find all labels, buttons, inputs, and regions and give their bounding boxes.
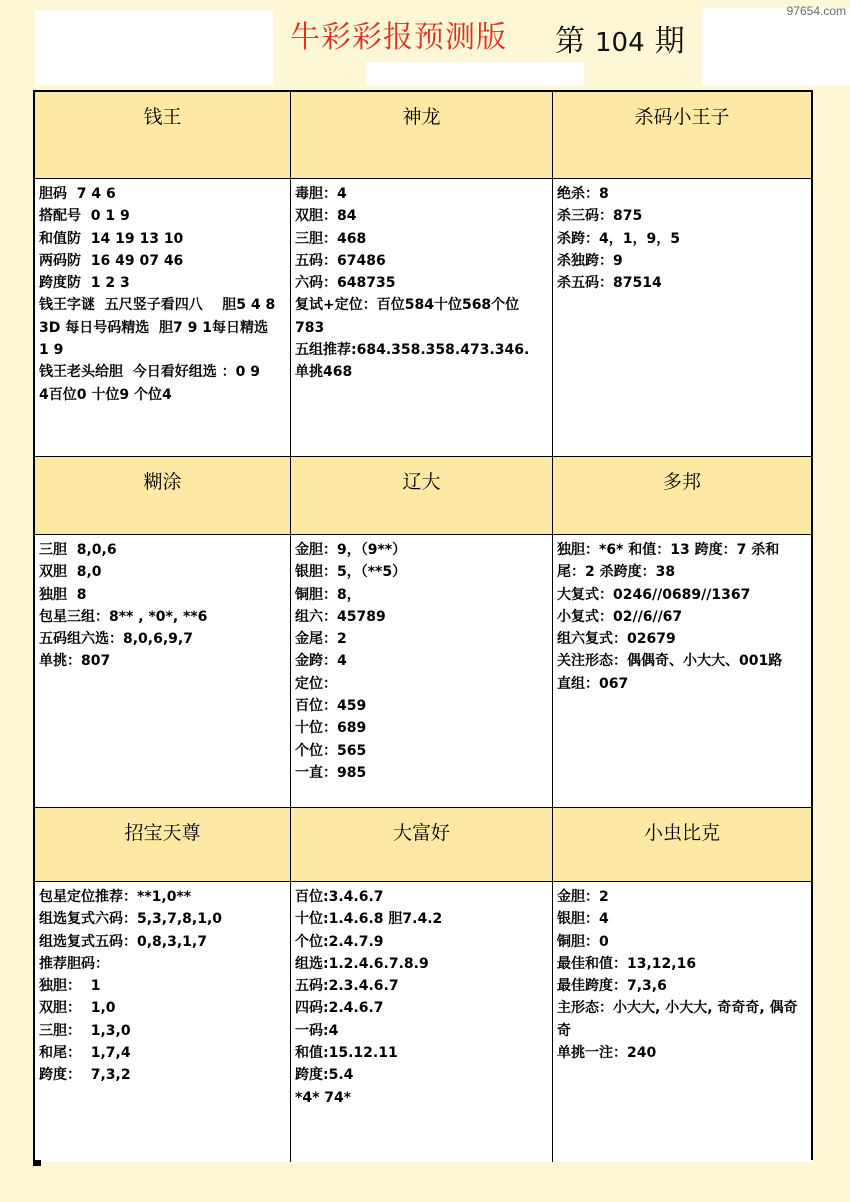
section-header-dafuhao: [291, 808, 553, 882]
content-line: 一码:4: [295, 1022, 339, 1039]
section-header-shama: [553, 92, 811, 179]
content-line: 五码:2.3.4.6.7: [295, 978, 399, 995]
content-line: 组选:1.2.4.6.7.8.9: [295, 955, 429, 972]
issue-number: 104: [595, 28, 645, 58]
content-line: 个位:2.4.7.9: [295, 933, 384, 950]
section-header-xiaochong: [553, 808, 811, 882]
content-line: 1 9: [39, 342, 64, 359]
content-line: 和值防 14 19 13 10: [39, 230, 184, 247]
content-line: 钱王老头给胆 今日看好组选 ：0 9: [39, 364, 260, 381]
content-line: 钱王字谜 五尺竖子看四八 胆5 4 8: [39, 297, 276, 314]
content-line: 独胆：*6* 和值：13 跨度：7 杀和: [557, 542, 780, 558]
content-line: 单挑一注：240: [557, 1045, 657, 1062]
content-line: 十位：689: [295, 720, 367, 737]
content-line: 银胆：5，（**5）: [295, 564, 407, 581]
prediction-grid: [33, 90, 813, 1160]
page-title: 牛彩彩报预测版: [290, 20, 507, 55]
content-line: 和值:15.12.11: [295, 1045, 398, 1062]
content-line: 金尾：2: [295, 631, 347, 648]
section-body-shama: [553, 179, 811, 457]
content-line: 包星定位推荐：**1,0**: [39, 889, 192, 905]
content-line: 尾：2 杀跨度：38: [557, 564, 676, 581]
site-watermark: 97654.com: [786, 4, 846, 18]
section-header-zhaobao: [35, 808, 291, 882]
section-title: 小虫比克: [643, 822, 720, 844]
section-body-shenlong: [291, 179, 553, 457]
content-line: 杀跨：4，1，9，5: [557, 230, 680, 247]
header-center-strip: [366, 62, 584, 86]
content-line: 3D 每日号码精选 胆7 9 1每日精选: [39, 319, 268, 336]
section-body-dafuhao: [291, 882, 553, 1162]
content-line: 单挑468: [295, 364, 353, 381]
content-line: 直组：067: [557, 675, 629, 692]
content-line: 铜胆：8，: [295, 586, 361, 603]
content-line: 绝杀：8: [557, 186, 609, 202]
content-line: 推荐胆码：: [39, 955, 109, 972]
content-line: 独胆： 1: [39, 978, 101, 995]
header-left-panel: [35, 10, 273, 85]
content-line: 主形态：小大大, 小大大, 奇奇奇, 偶奇: [557, 1000, 798, 1017]
content-line: 组选复式六码：5,3,7,8,1,0: [39, 911, 223, 928]
content-line: 五码组六选：8,0,6,9,7: [39, 631, 193, 648]
issue-label: [555, 16, 685, 60]
content-line: 杀五码：87514: [557, 275, 662, 292]
content-line: 跨度:5.4: [295, 1067, 354, 1084]
content-line: 组六：45789: [295, 608, 386, 625]
section-body-qianwang: [35, 179, 291, 457]
section-body-zhaobao: [35, 882, 291, 1162]
content-line: 杀三码：875: [557, 208, 643, 225]
content-line: 毒胆：4: [295, 186, 347, 202]
grid-corner-mark: [33, 1160, 41, 1166]
section-body-liaoda: [291, 535, 553, 808]
section-body-duobang: [553, 535, 811, 808]
content-line: 定位：: [295, 675, 337, 692]
section-body-hutu: [35, 535, 291, 808]
section-header-hutu: [35, 457, 291, 535]
content-line: 三胆： 1,3,0: [39, 1022, 131, 1039]
content-line: 复试+定位：百位584十位568个位: [295, 297, 520, 314]
content-line: 双胆 8,0: [39, 564, 102, 581]
content-line: 双胆： 1,0: [39, 1000, 116, 1017]
section-title: 多邦: [662, 471, 701, 493]
content-line: 铜胆：0: [557, 933, 609, 950]
content-line: 个位：565: [295, 742, 367, 759]
content-line: 大复式：0246//0689//1367: [557, 586, 751, 603]
content-line: 五组推荐:684.358.358.473.346.: [295, 342, 530, 359]
header-right-panel: [702, 8, 850, 86]
content-line: 银胆：4: [557, 911, 609, 928]
content-line: 单挑：807: [39, 653, 111, 670]
content-line: 十位:1.4.6.8 胆7.4.2: [295, 911, 443, 928]
content-line: 跨度防 1 2 3: [39, 275, 130, 292]
content-line: 关注形态：偶偶奇、小大大、001路: [557, 653, 783, 670]
section-title: 神龙: [402, 106, 441, 128]
section-header-shenlong: [291, 92, 553, 179]
section-header-liaoda: [291, 457, 553, 535]
content-line: 组选复式五码：0,8,3,1,7: [39, 933, 207, 950]
content-line: 小复式：02//6//67: [557, 608, 683, 625]
section-title: 杀码小王子: [634, 106, 730, 128]
content-line: 奇: [557, 1022, 571, 1039]
content-line: 百位:3.4.6.7: [295, 889, 384, 905]
issue-prefix: 第: [555, 24, 585, 59]
section-title: 大富好: [392, 822, 450, 844]
content-line: 独胆 8: [39, 586, 87, 603]
content-line: 金胆：9，（9**）: [295, 542, 407, 558]
content-line: 两码防 16 49 07 46: [39, 252, 184, 269]
section-title: 招宝天尊: [124, 822, 201, 844]
section-body-xiaochong: [553, 882, 811, 1162]
content-line: 最佳跨度：7,3,6: [557, 978, 667, 995]
content-line: 包星三组：8** , *0*, **6: [39, 608, 208, 625]
section-header-duobang: [553, 457, 811, 535]
content-line: 跨度： 7,3,2: [39, 1067, 131, 1084]
content-line: 三胆 8,0,6: [39, 542, 117, 558]
content-line: 杀独跨：9: [557, 252, 623, 269]
section-title: 钱王: [143, 106, 182, 128]
content-line: 胆码 7 4 6: [39, 186, 116, 202]
content-line: 金跨：4: [295, 653, 347, 670]
content-line: 四码:2.4.6.7: [295, 1000, 384, 1017]
content-line: 最佳和值：13,12,16: [557, 955, 697, 972]
content-line: 搭配号 0 1 9: [39, 208, 130, 225]
content-line: 六码：648735: [295, 275, 396, 292]
content-line: 双胆：84: [295, 208, 357, 225]
content-line: *4* 74*: [295, 1089, 352, 1106]
content-line: 五码：67486: [295, 252, 386, 269]
content-line: 4百位0 十位9 个位4: [39, 386, 172, 403]
section-title: 辽大: [402, 471, 441, 493]
content-line: 三胆：468: [295, 230, 367, 247]
content-line: 百位：459: [295, 698, 367, 715]
issue-suffix: 期: [654, 24, 685, 59]
content-line: 金胆：2: [557, 889, 609, 905]
content-line: 组六复式：02679: [557, 631, 676, 648]
section-header-qianwang: [35, 92, 291, 179]
section-title: 糊涂: [143, 471, 182, 493]
content-line: 和尾： 1,7,4: [39, 1045, 131, 1062]
content-line: 一直：985: [295, 764, 367, 781]
content-line: 783: [295, 319, 325, 336]
